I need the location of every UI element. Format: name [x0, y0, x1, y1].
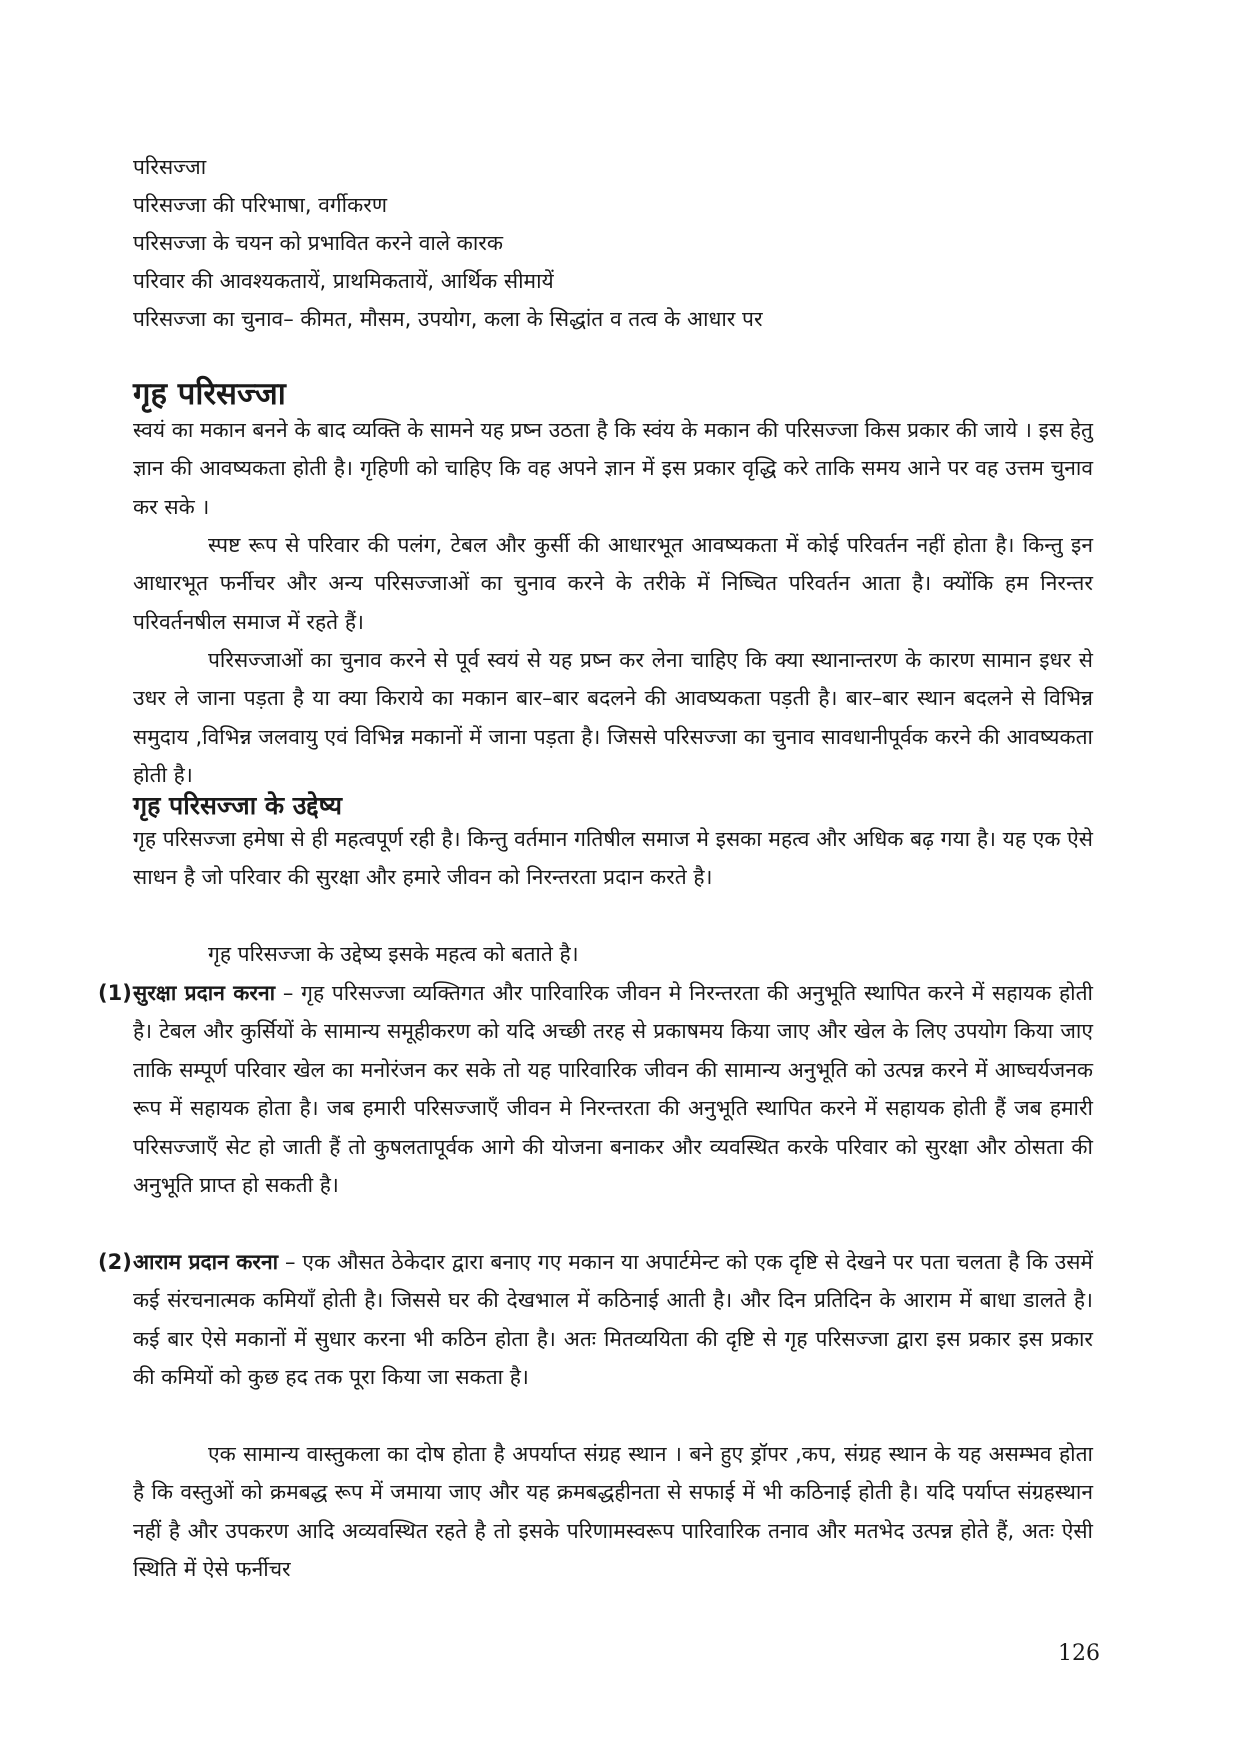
subsection-heading: गृह परिसज्जा के उद्देष्य: [133, 791, 342, 820]
topic-item: परिसज्जा के चयन को प्रभावित करने वाले कारक: [133, 231, 504, 255]
topic-item: परिवार की आवश्यकतायें, प्राथमिकतायें, आर्थिक सीमायें: [133, 269, 554, 293]
list-item-title: सुरक्षा प्रदान करना: [133, 981, 276, 1005]
list-number: (2): [98, 1250, 132, 1274]
topic-item: परिसज्जा की परिभाषा, वर्गीकरण: [133, 193, 388, 217]
list-item: [133, 974, 1093, 1204]
paragraph: गृह परिसज्जा के उद्देष्य इसके महत्व को बताते है।: [208, 942, 579, 966]
topic-list: [133, 148, 1133, 338]
paragraph: स्पष्ट रूप से परिवार की पलंग, टेबल और कुर्सी की आधारभूत आवष्यकता में कोई परिवर्तन नहीं होता है। किन्तु इन आधारभूत फर्नीचर और अन्य परिसज्जाओं का चुनाव करने के तरीके में निष्चित परिवर्तन आता है। क्योंकि हम निरन्तर परिवर्तनषील समाज में रहते हैं।: [133, 533, 1093, 634]
list-item: [133, 1243, 1093, 1397]
list-item-text: – एक औसत ठेकेदार द्वारा बनाए गए मकान या अपार्टमेन्ट को एक दृष्टि से देखने पर पता चलता है कि उसमें कई संरचनात्मक कमियॉं होती है। जिससे घर की देखभाल में कठिनाई आती है। और दिन प्रतिदिन के आराम में बाधा डालते है। कई बार ऐसे मकानों में सुधार करना भी कठिन होता है। अतः मितव्ययिता की दृष्टि से गृह परिसज्जा द्वारा इस प्रकार इस प्रकार की कमियों को कुछ हद तक पूरा किया जा सकता है।: [133, 1250, 1093, 1390]
paragraph: गृह परिसज्जा हमेषा से ही महत्वपूर्ण रही है। किन्तु वर्तमान गतिषील समाज मे इसका महत्व और अधिक बढ़ गया है। यह एक ऐसे साधन है जो परिवार की सुरक्षा और हमारे जीवन को निरन्तरता प्रदान करते है।: [133, 827, 1093, 890]
paragraph: परिसज्जाओं का चुनाव करने से पूर्व स्वयं से यह प्रष्न कर लेना चाहिए कि क्या स्थानान्तरण के कारण सामान इधर से उधर ले जाना पड़ता है या क्या किराये का मकान बार–बार बदलने की आवष्यकता पड़ती है। बार–बार स्थान बदलने से विभिन्न समुदाय ,विभिन्न जलवायु एवं विभिन्न मकानों में जाना पड़ता है। जिससे परिसज्जा का चुनाव सावधानीपूर्वक करने की आवष्यकता होती है।: [133, 648, 1093, 788]
topic-item: परिसज्जा का चुनाव– कीमत, मौसम, उपयोग, कला के सिद्धांत व तत्व के आधार पर: [133, 307, 763, 331]
paragraph: एक सामान्य वास्तुकला का दोष होता है अपर्याप्त संग्रह स्थान । बने हुए ड्रॉपर ,कप, संग्रह स्थान के यह असम्भव होता है कि वस्तुओं को क्रमबद्ध रूप में जमाया जाए और यह क्रमबद्धहीनता से सफाई में भी कठिनाई होती है। यदि पर्याप्त संग्रहस्थान नहीं है और उपकरण आदि अव्यवस्थित रहते है तो इसके परिणामस्वरूप पारिवारिक तनाव और मतभेद उत्पन्न होते हैं, अतः ऐसी स्थिति में ऐसे फर्नीचर: [133, 1442, 1093, 1582]
list-number: (1): [98, 981, 132, 1005]
list-item-text: – गृह परिसज्जा व्यक्तिगत और पारिवारिक जीवन मे निरन्तरता की अनुभूति स्थापित करने में सहायक होती है। टेबल और कुर्सियों के सामान्य समूहीकरण को यदि अच्छी तरह से प्रकाषमय किया जाए और खेल के लिए उपयोग किया जाए ताकि सम्पूर्ण परिवार खेल का मनोरंजन कर सके तो यह पारिवारिक जीवन की सामान्य अनुभूति को उत्पन्न करने में आष्चर्यजनक रूप में सहायक होता है। जब हमारी परिसज्जाएँ जीवन मे निरन्तरता की अनुभूति स्थापित करने में सहायक होती हैं जब हमारी परिसज्जाएँ सेट हो जाती हैं तो कुषलतापूर्वक आगे की योजना बनाकर और व्यवस्थित करके परिवार को सुरक्षा और ठोसता की अनुभूति प्राप्त हो सकती है।: [133, 981, 1093, 1198]
section-heading: गृह परिसज्जा: [133, 376, 286, 412]
topic-item: परिसज्जा: [133, 155, 207, 179]
page-number: 126: [1058, 1641, 1100, 1666]
list-item-title: आराम प्रदान करना: [133, 1250, 279, 1274]
paragraph: स्वयं का मकान बनने के बाद व्यक्ति के सामने यह प्रष्न उठता है कि स्वंय के मकान की परिसज्जा किस प्रकार की जाये । इस हेतु ज्ञान की आवष्यकता होती है। गृहिणी को चाहिए कि वह अपने ज्ञान में इस प्रकार वृद्धि करे ताकि समय आने पर वह उत्तम चुनाव कर सके ।: [133, 418, 1093, 519]
